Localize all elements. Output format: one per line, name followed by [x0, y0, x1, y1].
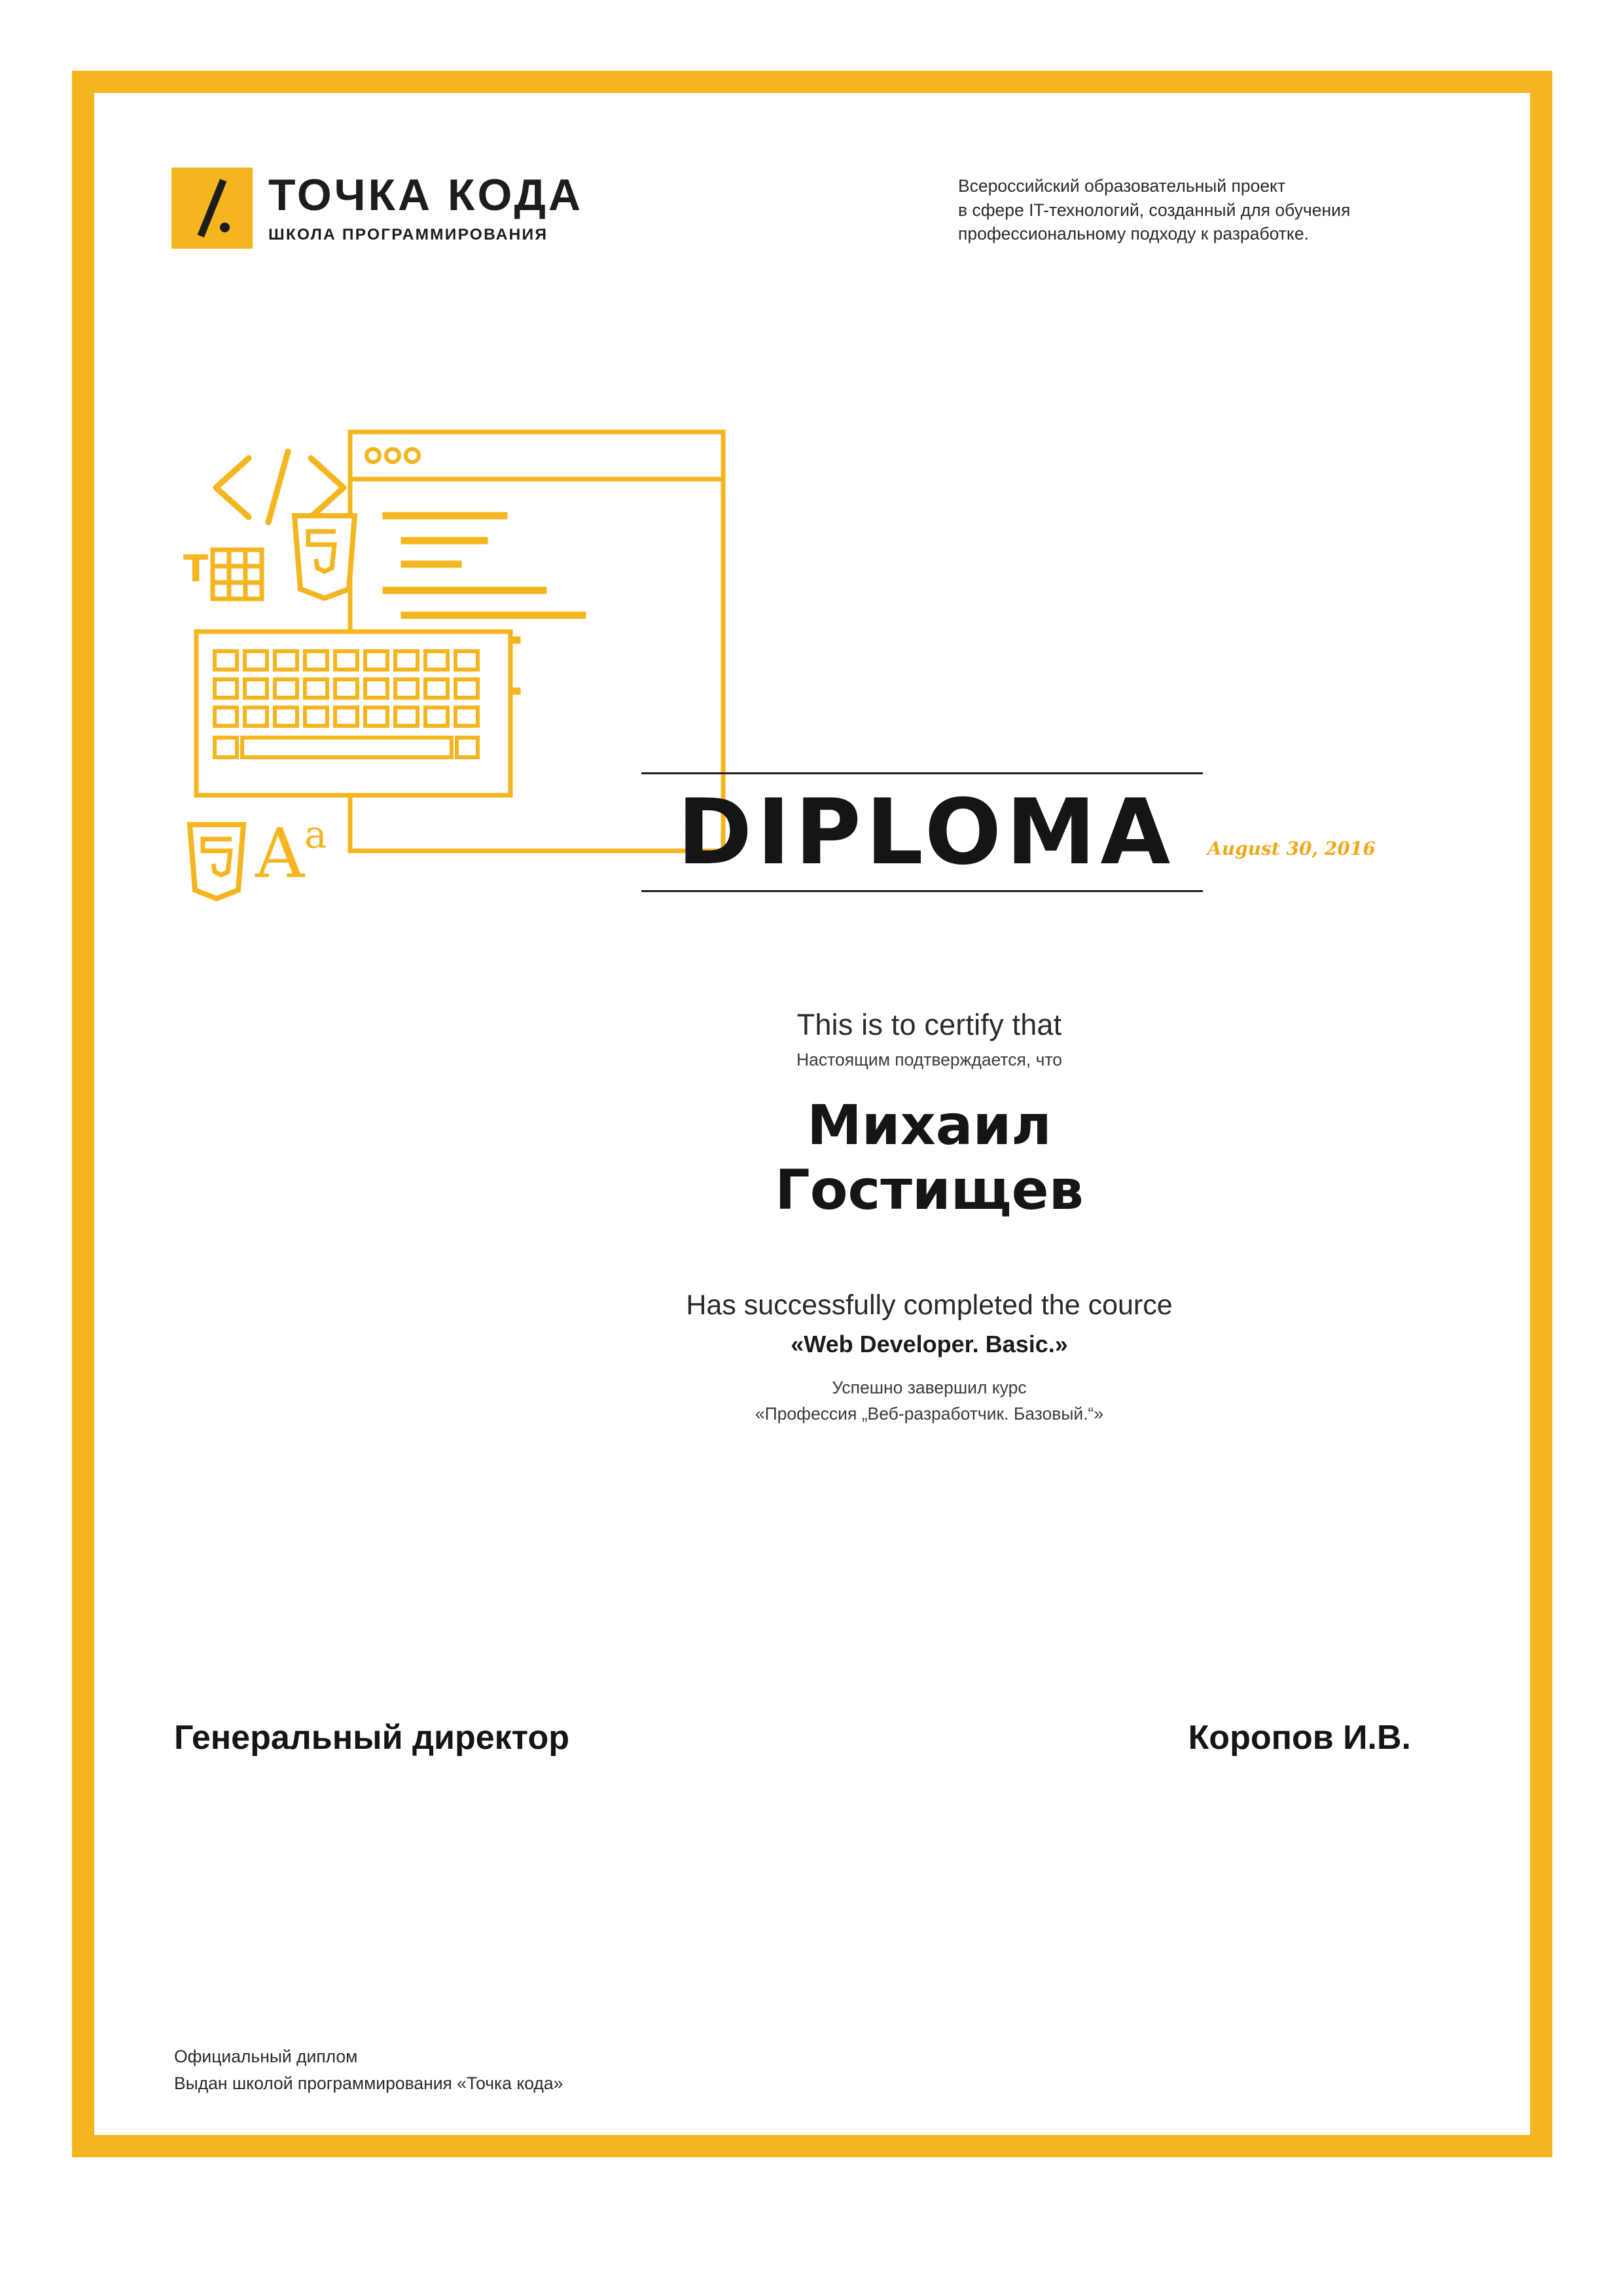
project-description	[958, 174, 1560, 246]
title-rule-bottom	[641, 890, 1203, 892]
recipient-first-name: Михаил	[807, 1093, 1052, 1157]
signature-row	[174, 1718, 1411, 1757]
svg-text:A: A	[255, 814, 305, 893]
certify-line-en: This is to certify that	[796, 1008, 1062, 1041]
svg-text:T: T	[183, 548, 209, 590]
certify-line-ru: Настоящим подтверждается, что	[796, 1050, 1062, 1069]
recipient-last-name: Гостищев	[775, 1158, 1084, 1223]
logo-text-group	[268, 168, 583, 244]
course-block	[458, 1289, 1400, 1427]
logo-title: ТОЧКА КОДА	[268, 170, 584, 220]
issue-date: August 30, 2016	[1207, 838, 1376, 859]
course-ru-group	[458, 1375, 1400, 1427]
course-line-en: Has successfully completed the cource	[686, 1289, 1173, 1321]
course-line-ru: Успешно завершил курс	[832, 1378, 1027, 1397]
diploma-title-block	[641, 772, 1211, 892]
page-title: DIPLOMA	[677, 780, 1175, 885]
course-name-en: «Web Developer. Basic.»	[791, 1331, 1068, 1357]
document-header	[171, 168, 1454, 292]
table-icon	[183, 548, 262, 599]
signature-title: Генеральный директор	[174, 1719, 569, 1757]
document-footer	[174, 2043, 563, 2097]
course-name-ru: «Профессия „Веб-разработчик. Базовый.“»	[755, 1403, 1104, 1424]
slash-dot-logo-icon	[171, 168, 253, 249]
web-development-illustration	[177, 419, 851, 1028]
project-description-line-3: профессиональному подходу к разработке.	[958, 224, 1309, 244]
logo-dot-shape	[220, 223, 230, 232]
logo-subtitle: ШКОЛА ПРОГРАММИРОВАНИЯ	[268, 226, 548, 243]
typography-icon	[255, 812, 327, 893]
title-rule-top	[641, 772, 1203, 774]
recipient-name	[458, 1093, 1400, 1223]
certify-text	[458, 1008, 1400, 1070]
code-brackets-icon	[216, 452, 344, 522]
keyboard-icon	[196, 632, 510, 795]
footer-line-2: Выдан школой программирования «Точка кода»	[174, 2073, 563, 2094]
svg-text:a: a	[304, 812, 327, 857]
project-description-line-2: в сфере IT-технологий, созданный для обучения	[958, 200, 1351, 220]
project-description-line-1: Всероссийский образовательный проект	[958, 176, 1286, 196]
html5-shield-icon	[294, 516, 355, 598]
school-logo	[171, 168, 583, 249]
css3-shield-icon	[190, 825, 243, 899]
signature-name: Коропов И.В.	[1188, 1719, 1411, 1757]
footer-line-1: Официальный диплом	[174, 2047, 358, 2066]
